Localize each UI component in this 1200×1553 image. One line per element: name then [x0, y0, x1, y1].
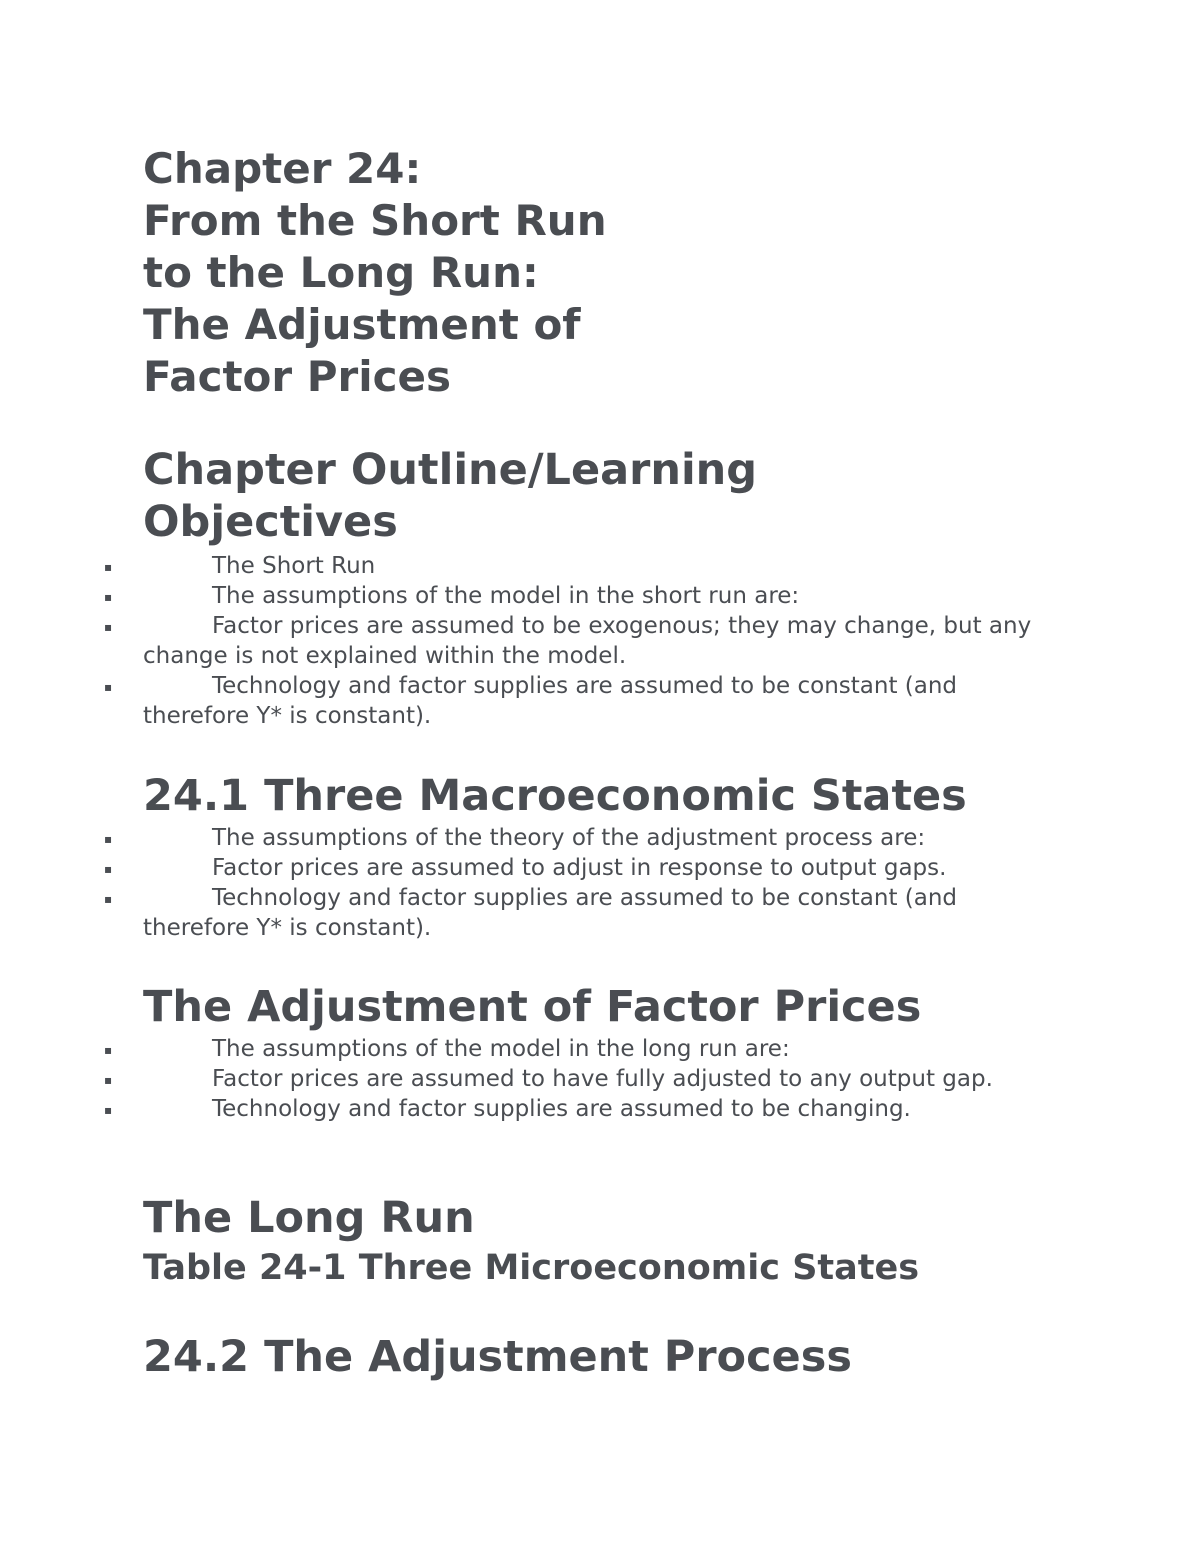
section-24-1-bullet-list: [0, 823, 1200, 943]
list-item: [0, 1064, 1063, 1094]
list-item: [0, 1034, 1063, 1064]
outline-bullet-list: [0, 551, 1200, 731]
list-item: [0, 823, 1063, 853]
section-heading-long-run: The Long Run: [143, 1193, 475, 1243]
bullet-icon: ▪: [104, 1103, 113, 1117]
bullet-icon: ▪: [104, 680, 113, 694]
bullet-icon: ▪: [104, 862, 113, 876]
list-item-text: The Short Run: [212, 553, 376, 579]
bullet-icon: ▪: [104, 892, 113, 906]
bullet-icon: ▪: [104, 832, 113, 846]
bullet-icon: ▪: [104, 620, 113, 634]
list-item: [0, 581, 1063, 611]
outline-heading-line: Objectives: [143, 497, 398, 547]
table-caption: Table 24-1 Three Microeconomic States: [143, 1248, 920, 1288]
outline-heading: [143, 444, 757, 548]
list-item-text: The assumptions of the model in the short run are:: [212, 583, 800, 609]
outline-heading-line: Chapter Outline/Learning: [143, 445, 758, 495]
bullet-icon: ▪: [104, 1073, 113, 1087]
list-item: [0, 883, 1063, 943]
list-item: [0, 611, 1063, 671]
list-item: [0, 551, 1063, 581]
section-heading-adjustment: The Adjustment of Factor Prices: [143, 982, 922, 1032]
chapter-title-line: From the Short Run: [143, 196, 607, 245]
chapter-title-line: Chapter 24:: [143, 144, 422, 193]
bullet-icon: ▪: [104, 1043, 113, 1057]
section-heading-24-2: 24.2 The Adjustment Process: [143, 1332, 852, 1382]
section-heading-24-1: 24.1 Three Macroeconomic States: [143, 771, 967, 821]
list-item-text: Factor prices are assumed to adjust in response to output gaps.: [212, 855, 947, 881]
list-item-text: The assumptions of the model in the long run are:: [212, 1036, 790, 1062]
list-item-text: The assumptions of the theory of the adjustment process are:: [212, 825, 926, 851]
list-item: [0, 1094, 1063, 1124]
chapter-title-line: to the Long Run:: [143, 248, 539, 297]
list-item-text: Technology and factor supplies are assumed to be changing.: [212, 1096, 911, 1122]
chapter-title: [143, 143, 607, 403]
list-item-text: Technology and factor supplies are assumed to be constant (and therefore Y* is constant).: [143, 885, 958, 941]
list-item-text: Technology and factor supplies are assumed to be constant (and therefore Y* is constant).: [143, 673, 958, 729]
chapter-title-line: Factor Prices: [143, 352, 452, 401]
section-adjustment-bullet-list: [0, 1034, 1200, 1124]
chapter-title-line: The Adjustment of: [143, 300, 581, 349]
bullet-icon: ▪: [104, 590, 113, 604]
list-item-text: Factor prices are assumed to have fully adjusted to any output gap.: [212, 1066, 993, 1092]
list-item: [0, 671, 1063, 731]
list-item: [0, 853, 1063, 883]
list-item-text: Factor prices are assumed to be exogenous; they may change, but any change is not explained within the model.: [143, 613, 1032, 669]
bullet-icon: ▪: [104, 560, 113, 574]
